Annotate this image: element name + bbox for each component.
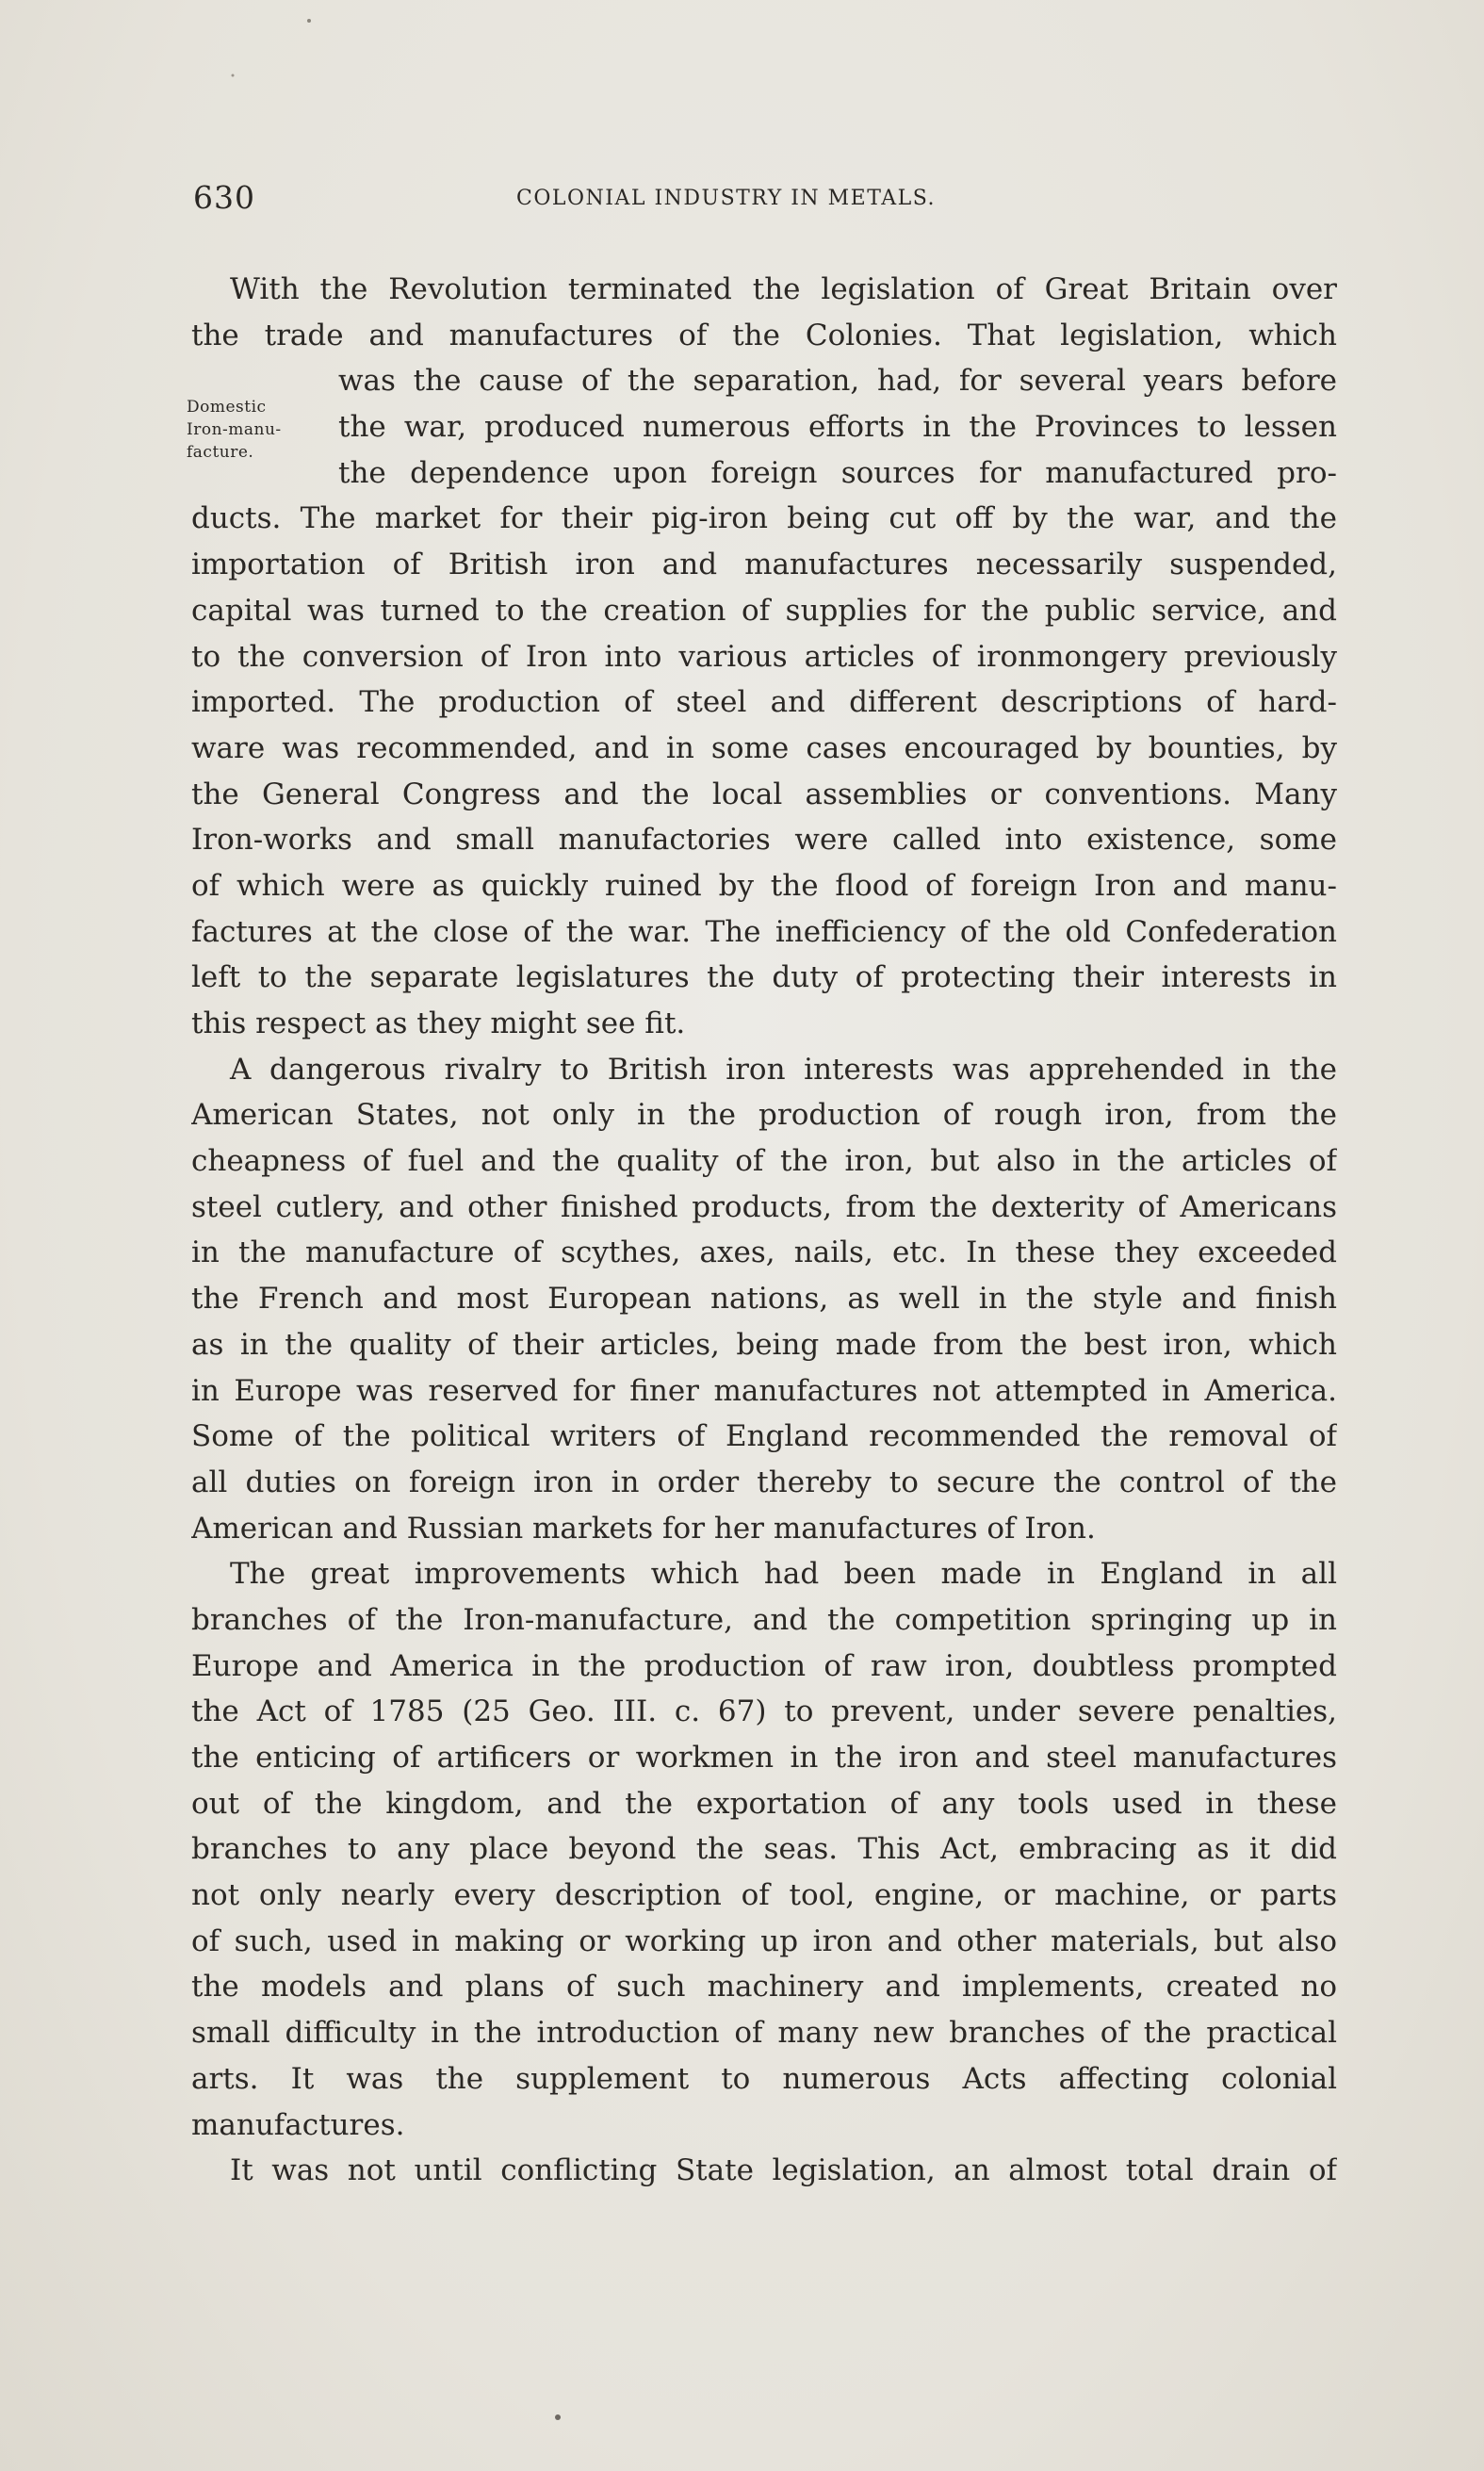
text-line: A dangerous rivalry to British iron interests was apprehended in the bbox=[230, 1052, 1337, 1087]
text-line: the dependence upon foreign sources for manufactured pro- bbox=[338, 455, 1337, 490]
text-line: Europe and America in the production of raw iron, doubtless prompted bbox=[191, 1648, 1337, 1683]
text-line: the enticing of artificers or workmen in the iron and steel manufactures bbox=[191, 1741, 1337, 1775]
margin-note-line: Iron-manu- bbox=[187, 420, 282, 439]
text-line: branches to any place beyond the seas. This Act, embracing as it did bbox=[191, 1832, 1337, 1867]
running-title: COLONIAL INDUSTRY IN METALS. bbox=[516, 187, 936, 210]
text-line: American and Russian markets for her manufactures of Iron. bbox=[191, 1511, 1096, 1546]
text-line: in the manufacture of scythes, axes, nails, etc. In these they exceeded bbox=[191, 1236, 1337, 1270]
text-line: the French and most European nations, as well in the style and finish bbox=[191, 1282, 1337, 1317]
text-line: of which were as quickly ruined by the flood of foreign Iron and manu- bbox=[191, 868, 1337, 903]
text-line: ducts. The market for their pig-iron being cut off by the war, and the bbox=[191, 501, 1337, 536]
text-line: imported. The production of steel and different descriptions of hard- bbox=[191, 685, 1337, 720]
text-line: branches of the Iron-manufacture, and the competition springing up in bbox=[191, 1602, 1337, 1637]
margin-note-line: Domestic bbox=[187, 398, 267, 417]
text-line: The great improvements which had been made in England in all bbox=[230, 1557, 1337, 1592]
text-line: factures at the close of the war. The inefficiency of the old Confederation bbox=[191, 914, 1337, 949]
body-text bbox=[191, 267, 1337, 2194]
text-line: It was not until conflicting State legislation, an almost total drain of bbox=[230, 2153, 1337, 2188]
text-line: the models and plans of such machinery and implements, created no bbox=[191, 1970, 1337, 2005]
text-line: was the cause of the separation, had, for several years before bbox=[338, 364, 1337, 399]
text-line: With the Revolution terminated the legislation of Great Britain over bbox=[230, 272, 1337, 306]
text-line: to the conversion of Iron into various articles of ironmongery previously bbox=[191, 639, 1337, 674]
text-line: manufactures. bbox=[191, 2107, 405, 2142]
text-line: cheapness of fuel and the quality of the iron, but also in the articles of bbox=[191, 1144, 1337, 1179]
text-line: of such, used in making or working up iron and other materials, but also bbox=[191, 1923, 1337, 1958]
text-line: left to the separate legislatures the duty of protecting their interests in bbox=[191, 960, 1337, 995]
text-line: in Europe was reserved for finer manufactures not attempted in America. bbox=[191, 1373, 1337, 1408]
text-line: small difficulty in the introduction of many new branches of the practical bbox=[191, 2016, 1337, 2051]
text-line: ware was recommended, and in some cases encouraged by bounties, by bbox=[191, 730, 1337, 765]
margin-note-line: facture. bbox=[187, 443, 254, 462]
text-line: Some of the political writers of England recommended the removal of bbox=[191, 1419, 1337, 1454]
text-line: capital was turned to the creation of supplies for the public service, and bbox=[191, 593, 1337, 628]
text-line: American States, not only in the production of rough iron, from the bbox=[191, 1098, 1337, 1133]
text-line: all duties on foreign iron in order thereby to secure the control of the bbox=[191, 1465, 1337, 1499]
text-line: importation of British iron and manufactures necessarily suspended, bbox=[191, 548, 1337, 582]
text-line: the General Congress and the local assemblies or conventions. Many bbox=[191, 777, 1337, 811]
page-number: 630 bbox=[193, 179, 255, 216]
text-line: the war, produced numerous efforts in the Provinces to lessen bbox=[338, 410, 1337, 445]
text-line: as in the quality of their articles, being made from the best iron, which bbox=[191, 1327, 1337, 1362]
text-line: the Act of 1785 (25 Geo. III. c. 67) to prevent, under severe penalties, bbox=[191, 1694, 1337, 1729]
text-line: Iron-works and small manufactories were called into existence, some bbox=[191, 823, 1337, 858]
text-line: not only nearly every description of tool, engine, or machine, or parts bbox=[191, 1878, 1337, 1913]
text-line: steel cutlery, and other finished products, from the dexterity of Americans bbox=[191, 1189, 1337, 1224]
text-line: this respect as they might see fit. bbox=[191, 1006, 686, 1040]
text-line: the trade and manufactures of the Colonies. That legislation, which bbox=[191, 318, 1337, 352]
text-line: arts. It was the supplement to numerous Acts affecting colonial bbox=[191, 2061, 1337, 2096]
text-line: out of the kingdom, and the exportation of any tools used in these bbox=[191, 1786, 1337, 1821]
